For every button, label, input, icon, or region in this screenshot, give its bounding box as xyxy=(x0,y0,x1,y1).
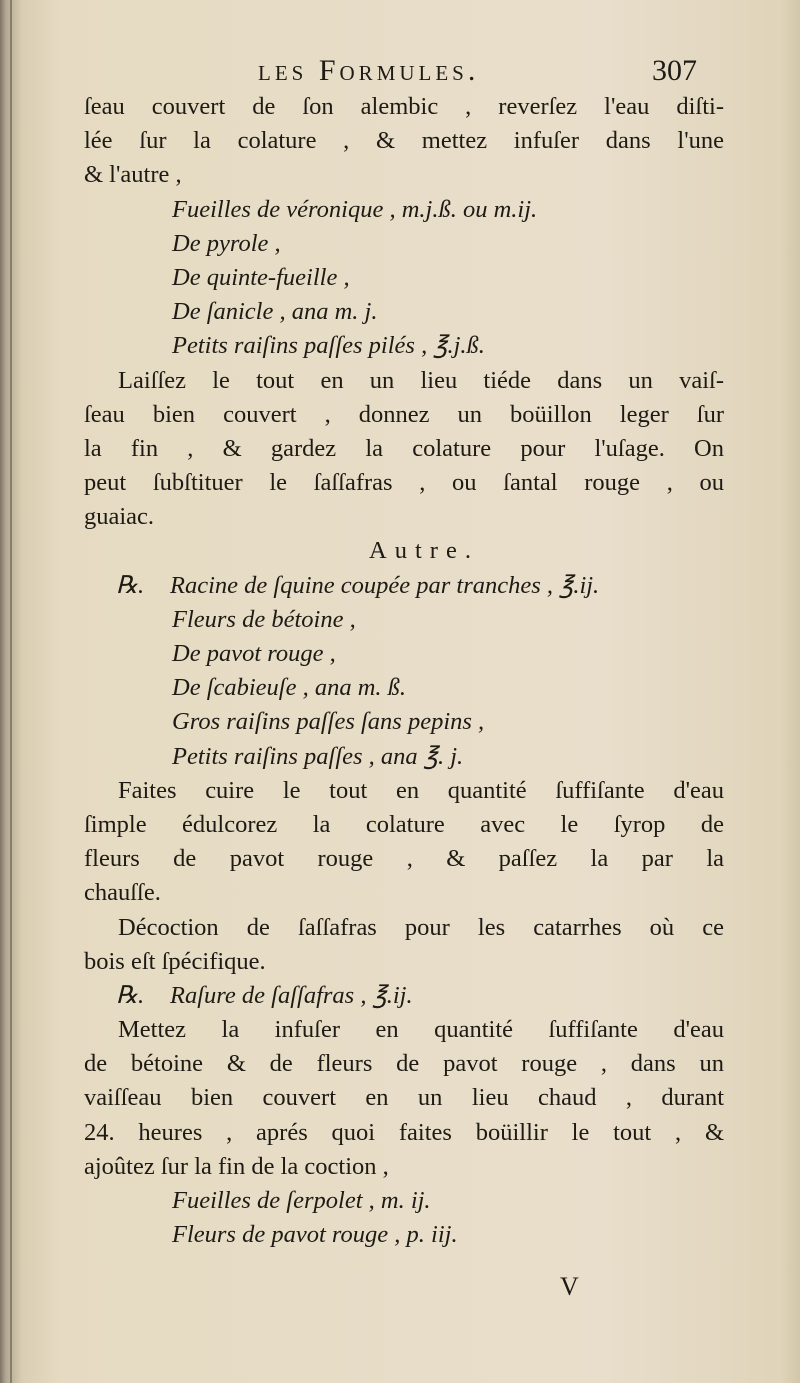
text-line xyxy=(84,466,724,500)
text-line xyxy=(84,1116,724,1150)
line-text: fleurs de pavot rouge , & paſſez la par la xyxy=(84,845,724,873)
text-line xyxy=(84,1218,724,1252)
text-line xyxy=(84,603,724,637)
text-line xyxy=(84,261,724,295)
text-line xyxy=(84,808,724,842)
text-line xyxy=(84,1047,724,1081)
text-line xyxy=(84,329,724,363)
line-text: Fueilles de véronique , m.j.ß. ou m.ij. xyxy=(172,195,538,223)
line-text: ajoûtez ſur la fin de la coction , xyxy=(84,1152,389,1180)
text-line xyxy=(84,979,724,1013)
line-text: bois eſt ſpécifique. xyxy=(84,947,266,975)
recipe-mark: ℞. xyxy=(116,981,145,1009)
line-text: Racine de ſquine coupée par tranches , ℥.ij. xyxy=(170,571,600,599)
line-text: Mettez la infuſer en quantité ſuffiſante d'eau xyxy=(118,1016,724,1044)
page-number: 307 xyxy=(652,54,697,87)
text-line xyxy=(84,364,724,398)
line-text: lée ſur la colature , & mettez infuſer dans l'une xyxy=(84,127,724,155)
line-text: De ſanicle , ana m. j. xyxy=(172,298,378,326)
text-line xyxy=(84,398,724,432)
text-line xyxy=(84,1150,724,1184)
line-text: ſeau couvert de ſon alembic , reverſez l'eau diſti- xyxy=(84,93,724,120)
line-text: chauſſe. xyxy=(84,879,161,907)
line-text: la fin , & gardez la colature pour l'uſage. On xyxy=(84,434,724,462)
binding-gutter xyxy=(10,0,12,1383)
text-line xyxy=(84,500,724,534)
text-line xyxy=(84,911,724,945)
line-text: De pavot rouge , xyxy=(172,640,336,667)
text-line xyxy=(84,124,724,158)
text-line xyxy=(84,637,724,671)
text-line xyxy=(84,534,724,568)
text-line xyxy=(84,193,724,227)
line-text: Petits raiſins paſſes , ana ℥. j. xyxy=(172,742,464,770)
text-line xyxy=(84,158,724,192)
text-line xyxy=(84,1013,724,1047)
line-text: Fleurs de bétoine , xyxy=(172,605,356,633)
line-text: ſimple édulcorez la colature avec le ſyrop de xyxy=(84,810,724,838)
text-line xyxy=(84,227,724,261)
line-text: 24. heures , aprés quoi faites boüillir le tout , & xyxy=(84,1118,724,1146)
text-line xyxy=(84,1081,724,1115)
line-text: de bétoine & de fleurs de pavot rouge , dans un xyxy=(84,1050,724,1078)
text-line xyxy=(84,432,724,466)
text-block xyxy=(84,90,724,1252)
line-text: Faites cuire le tout en quantité ſuffiſante d'eau xyxy=(118,776,724,804)
line-text: Décoction de ſaſſafras pour les catarrhes où ce xyxy=(118,913,724,941)
line-text: Gros raiſins paſſes ſans pepins , xyxy=(172,708,485,736)
line-text: peut ſubſtituer le ſaſſafras , ou ſantal rouge , ou xyxy=(84,469,724,497)
line-text: ſeau bien couvert , donnez un boüillon leger ſur xyxy=(84,400,724,428)
signature-mark: V xyxy=(560,1272,579,1301)
text-line xyxy=(84,774,724,808)
line-text: Autre. xyxy=(369,537,479,565)
line-text: vaiſſeau bien couvert en un lieu chaud , durant xyxy=(84,1084,724,1112)
recipe-mark: ℞. xyxy=(116,571,145,599)
text-line xyxy=(84,740,724,774)
text-line xyxy=(84,671,724,705)
text-line xyxy=(84,842,724,876)
line-text: De ſcabieuſe , ana m. ß. xyxy=(172,674,407,702)
text-line xyxy=(84,705,724,739)
text-line xyxy=(84,876,724,910)
text-line xyxy=(84,90,724,124)
running-title: les Formules. xyxy=(258,54,480,87)
text-line xyxy=(84,945,724,979)
line-text: De pyrole , xyxy=(172,229,281,257)
text-line xyxy=(84,569,724,603)
line-text: De quinte-fueille , xyxy=(172,263,350,291)
line-text: Fueilles de ſerpolet , m. ij. xyxy=(172,1187,431,1214)
line-text: guaiac. xyxy=(84,503,155,531)
text-line xyxy=(84,295,724,329)
line-text: & l'autre , xyxy=(84,161,182,189)
line-text: Raſure de ſaſſafras , ℥.ij. xyxy=(170,981,413,1009)
line-text: Petits raiſins paſſes pilés , ℥.j.ß. xyxy=(172,332,485,360)
text-line xyxy=(84,1184,724,1218)
line-text: Laiſſez le tout en un lieu tiéde dans un vaiſ- xyxy=(118,366,724,394)
page-header xyxy=(0,54,800,94)
line-text: Fleurs de pavot rouge , p. iij. xyxy=(172,1221,458,1249)
